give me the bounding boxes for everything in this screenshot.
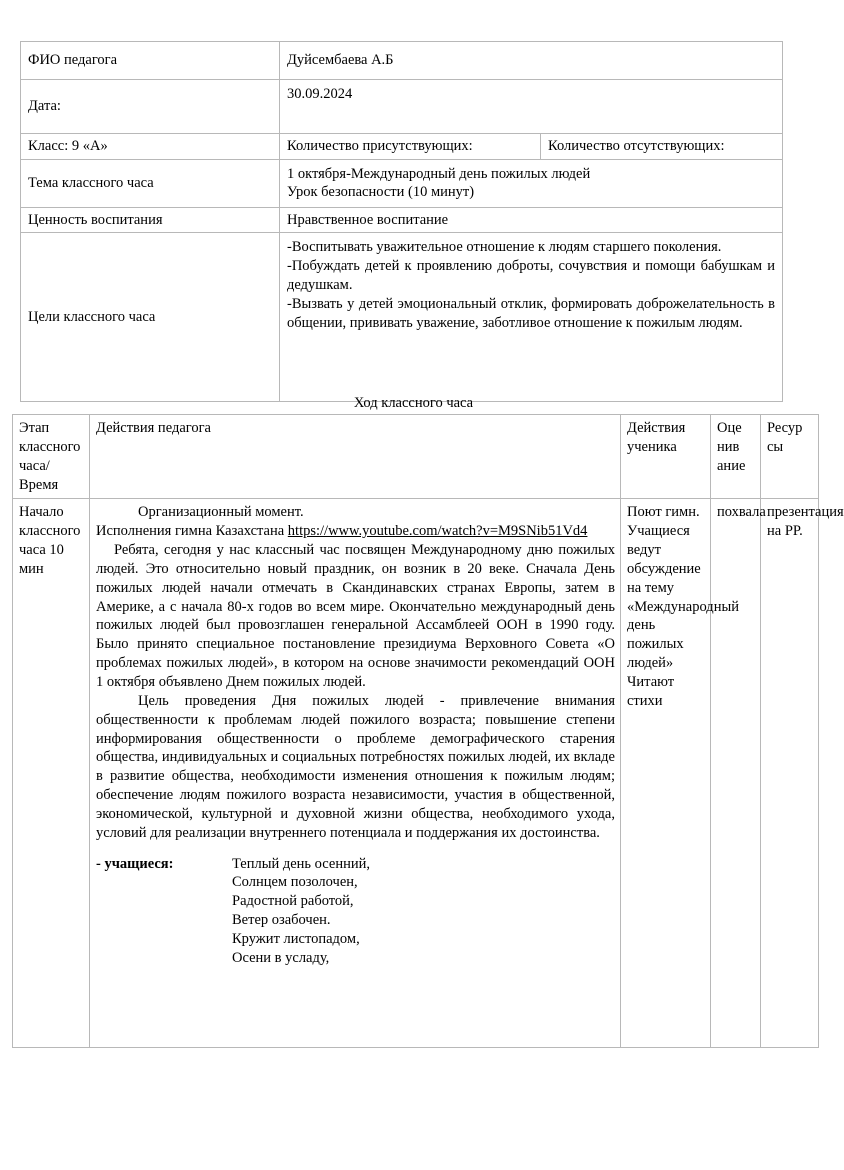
date-value: 30.09.2024 xyxy=(280,80,783,134)
goals-label: Цели классного часа xyxy=(21,233,280,402)
theme-line-2: Урок безопасности (10 минут) xyxy=(287,184,475,201)
table-row xyxy=(21,80,783,134)
lesson-flow-caption: Ход классного часа xyxy=(353,395,474,411)
lesson-flow-table xyxy=(12,414,844,1048)
cell-resources: презентация на РР. xyxy=(761,499,819,1048)
poem-line: Кружит листопадом, xyxy=(232,930,360,947)
teacher-paragraph-1: Ребята, сегодня у нас классный час посвящен Международному дню пожилых людей. Это относительно новый праздник, он возник в 20 веке. Сначала День пожилых людей начали отмечать в Скандинавских странах Европы, затем в Америке, а с начала 80-х годов во всем мире. Окончательно международный день пожилых людей был провозглашен генеральной Ассамблеей ООН в 1990 году. Было принято специальное постановление президиума Верховного Совета «О проблемах пожилых людей», в котором на основе значимости рекомендаций ООН 1 октября объявлено Днем пожилых людей. xyxy=(96,542,615,690)
table-row xyxy=(21,159,783,207)
table-row xyxy=(21,233,783,402)
class-label: Класс: 9 «А» xyxy=(21,134,280,160)
cell-assessment: похвала xyxy=(711,499,761,1048)
poem-line: Ветер озабочен. xyxy=(232,912,331,929)
goal-item: -Воспитывать уважительное отношение к людям старшего поколения. xyxy=(287,239,722,256)
anthem-line xyxy=(96,522,615,541)
lesson-meta-table xyxy=(20,41,783,402)
theme-line-1: 1 октября-Международный день пожилых людей xyxy=(287,165,591,182)
poem-line: Теплый день осенний, xyxy=(232,855,370,872)
cell-pupil-actions: Поют гимн. Учащиеся ведут обсуждение на тему «Международный день пожилых людей» Читают стихи xyxy=(621,499,711,1048)
pupils-poem-block xyxy=(96,855,615,968)
column-header-assessment: Оце нив ание xyxy=(711,415,761,499)
theme-label: Тема классного часа xyxy=(21,159,280,207)
pupils-poem-label: - учащиеся: xyxy=(96,855,174,872)
teacher-paragraph-2: Цель проведения Дня пожилых людей - привлечение внимания общественности к проблемам людей пожилого возраста; повышение степени информирования общественности о проблеме демографического старения общества, индивидуальных и социальных потребностях пожилых людей, их вкладе в развитие общества, необходимости изменения отношения к пожилым людям; обеспечение людям пожилого возраста независимости, участия в общественной, экономической, культурной и духовной жизни общества, необходимого ухода, условий для реализации внутреннего потенциала и поддержания их достоинства. xyxy=(96,692,615,841)
goal-item: -Побуждать детей к проявлению доброты, сочувствия и помощи бабушкам и дедушкам. xyxy=(287,258,776,293)
organizational-moment-text: Организационный момент. xyxy=(138,504,304,521)
table-row xyxy=(21,207,783,233)
teacher-name-label: ФИО педагога xyxy=(21,42,280,80)
cell-stage: Начало классного часа 10 мин xyxy=(13,499,90,1048)
poem-line: Солнцем позолочен, xyxy=(232,874,358,891)
goal-item: -Вызвать у детей эмоциональный отклик, формировать доброжелательность в общении, прививать уважение, заботливое отношение к пожилым людям. xyxy=(287,295,776,331)
column-header-stage: Этап классного часа/ Время xyxy=(13,415,90,499)
goals-value xyxy=(280,233,783,402)
poem-line: Радостной работой, xyxy=(232,893,354,910)
poem-line: Осени в усладу, xyxy=(232,949,330,966)
upbringing-value-text: Нравственное воспитание xyxy=(280,207,783,233)
pupils-poem-lines xyxy=(232,855,615,968)
teacher-name-value: Дуйсембаева А.Б xyxy=(280,42,783,80)
theme-value xyxy=(280,159,783,207)
column-header-teacher-actions: Действия педагога xyxy=(90,415,621,499)
anthem-prefix-text: Исполнения гимна Казахстана xyxy=(96,523,288,540)
youtube-anthem-link[interactable]: https://www.youtube.com/watch?v=M9SNib51Vd4 xyxy=(287,523,588,540)
upbringing-value-label: Ценность воспитания xyxy=(21,207,280,233)
table-header-row xyxy=(13,415,819,499)
table-row xyxy=(13,499,819,1048)
column-header-resources: Ресур сы xyxy=(761,415,819,499)
table-row xyxy=(21,134,783,160)
column-header-pupil-actions: Действия ученика xyxy=(621,415,711,499)
cell-teacher-actions xyxy=(90,499,621,1048)
absent-count-label: Количество отсутствующих: xyxy=(541,134,783,160)
present-count-label: Количество присутствующих: xyxy=(280,134,541,160)
table-row xyxy=(21,42,783,80)
date-label: Дата: xyxy=(21,80,280,134)
